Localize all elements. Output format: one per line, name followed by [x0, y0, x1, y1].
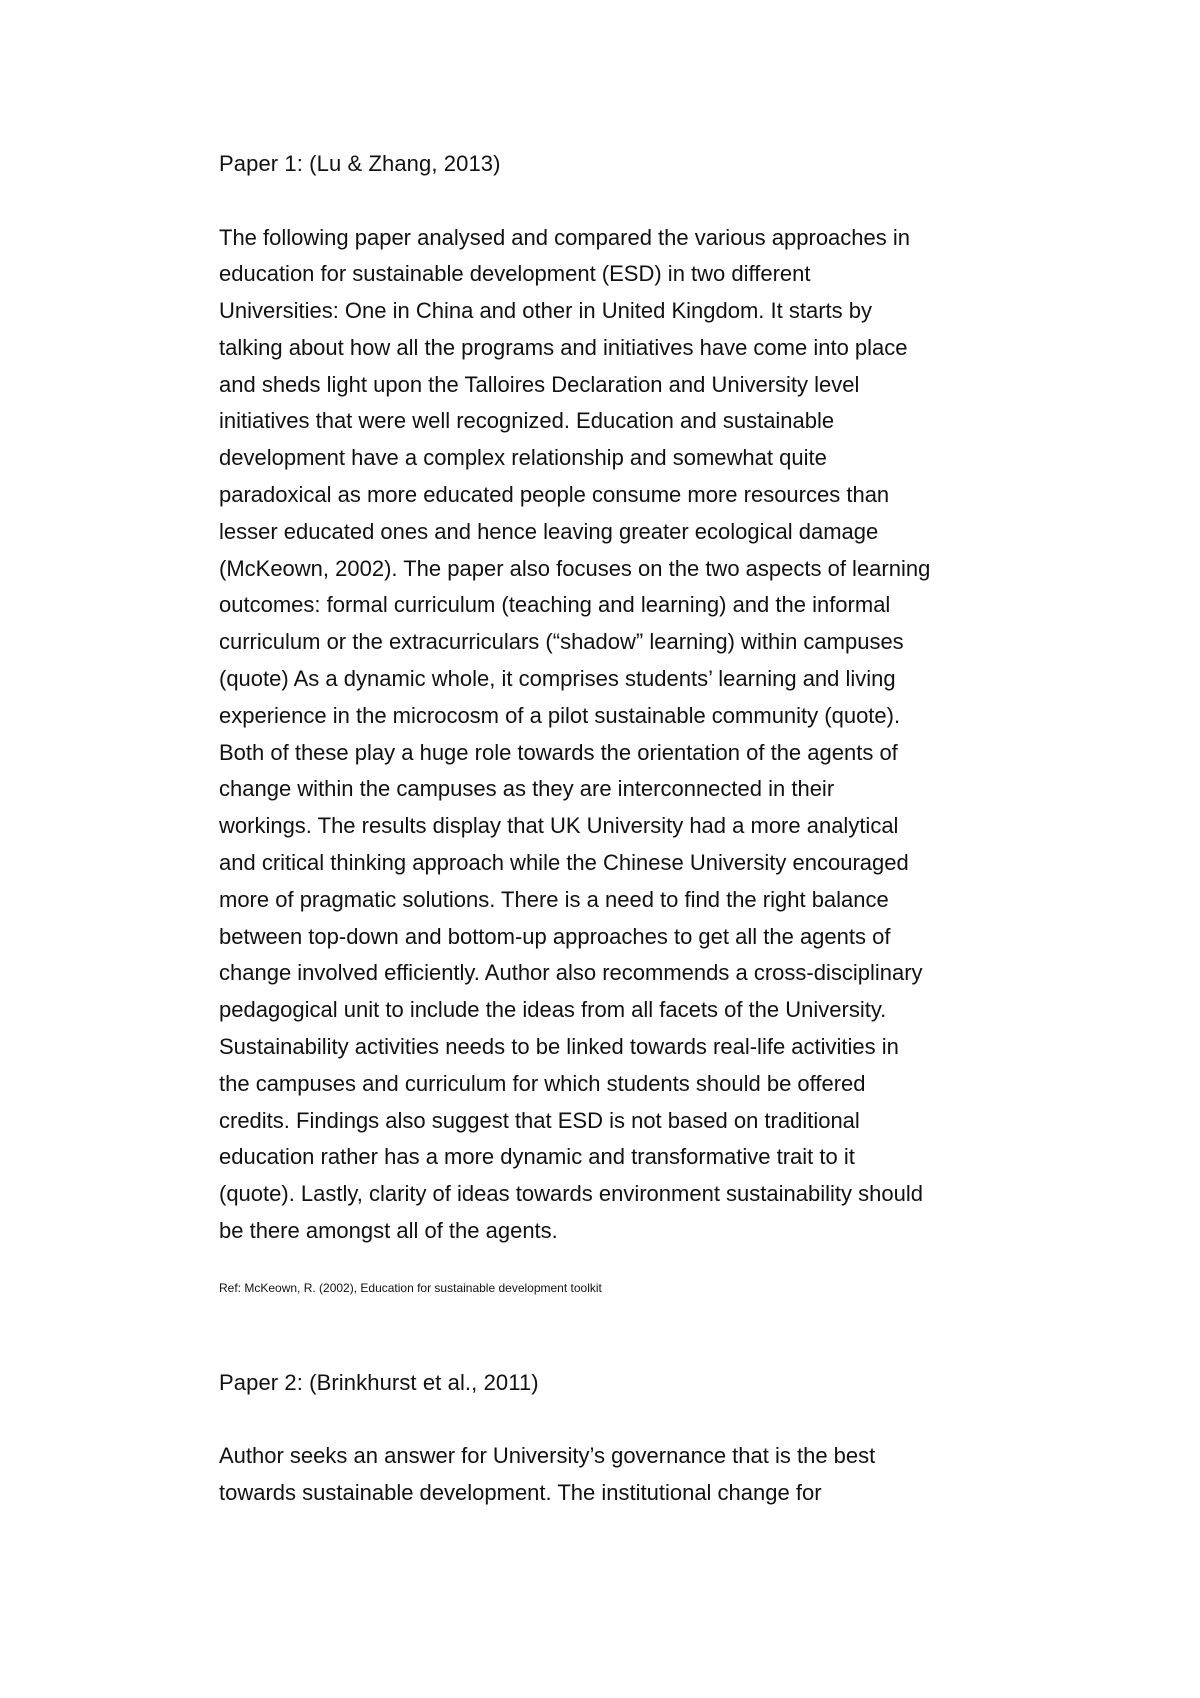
paper-1-line: change within the campuses as they are interconnected in their: [219, 776, 835, 802]
paper-1-line: initiatives that were well recognized. Education and sustainable: [219, 408, 835, 434]
paper-1-line: (quote) As a dynamic whole, it comprises students’ learning and living: [219, 666, 896, 692]
paper-1-line: between top-down and bottom-up approaches to get all the agents of: [219, 923, 891, 949]
paper-1-summary: [219, 220, 1069, 1250]
spacer: [219, 1298, 1069, 1365]
paper-1-line: development have a complex relationship and somewhat quite: [219, 445, 827, 471]
paper-2-summary: [219, 1438, 1069, 1512]
paper-1-line: workings. The results display that UK University had a more analytical: [219, 813, 899, 839]
spacer: [219, 1401, 1069, 1438]
paper-1-line: more of pragmatic solutions. There is a need to find the right balance: [219, 886, 889, 912]
paper-2-line: Author seeks an answer for University’s governance that is the best: [219, 1443, 876, 1469]
paper-1-line: and sheds light upon the Talloires Declaration and University level: [219, 371, 860, 397]
paper-1-line: (McKeown, 2002). The paper also focuses on the two aspects of learning: [219, 555, 931, 581]
paper-1-heading: Paper 1: (Lu & Zhang, 2013): [219, 151, 501, 176]
paper-2-heading: Paper 2: (Brinkhurst et al., 2011): [219, 1369, 539, 1395]
paper-1-line: talking about how all the programs and initiatives have come into place: [219, 334, 908, 360]
paper-1-line: lesser educated ones and hence leaving greater ecological damage: [219, 518, 879, 544]
spacer: [219, 183, 1069, 220]
paper-1-reference: Ref: McKeown, R. (2002), Education for sustainable development toolkit: [219, 1280, 602, 1295]
paper-1-line: and critical thinking approach while the Chinese University encouraged: [219, 850, 909, 876]
paper-1-line: (quote). Lastly, clarity of ideas towards environment sustainability should: [219, 1181, 923, 1207]
paper-1-line: outcomes: formal curriculum (teaching and learning) and the informal: [219, 592, 891, 618]
paper-1-line: paradoxical as more educated people consume more resources than: [219, 482, 890, 508]
paper-1-line: Sustainability activities needs to be linked towards real-life activities in: [219, 1034, 899, 1060]
paper-1-line: change involved efficiently. Author also recommends a cross-disciplinary: [219, 960, 923, 986]
paper-1-line: experience in the microcosm of a pilot sustainable community (quote).: [219, 702, 901, 728]
paper-1-line: the campuses and curriculum for which students should be offered: [219, 1070, 866, 1096]
paper-1-line: be there amongst all of the agents.: [219, 1218, 558, 1244]
paper-2-line: towards sustainable development. The institutional change for: [219, 1480, 822, 1506]
paper-1-line: credits. Findings also suggest that ESD is not based on traditional: [219, 1107, 860, 1133]
paper-1-line: curriculum or the extracurriculars (“shadow” learning) within campuses: [219, 629, 904, 655]
document-body: [219, 146, 1069, 1512]
paper-1-line: pedagogical unit to include the ideas from all facets of the University.: [219, 997, 887, 1023]
paper-1-line: The following paper analysed and compared the various approaches in: [219, 224, 910, 250]
paper-1-line: Universities: One in China and other in United Kingdom. It starts by: [219, 298, 872, 324]
paper-1-line: education rather has a more dynamic and transformative trait to it: [219, 1144, 855, 1170]
paper-1-line: education for sustainable development (ESD) in two different: [219, 261, 811, 287]
spacer: [219, 1250, 1069, 1278]
paper-1-line: Both of these play a huge role towards the orientation of the agents of: [219, 739, 898, 765]
